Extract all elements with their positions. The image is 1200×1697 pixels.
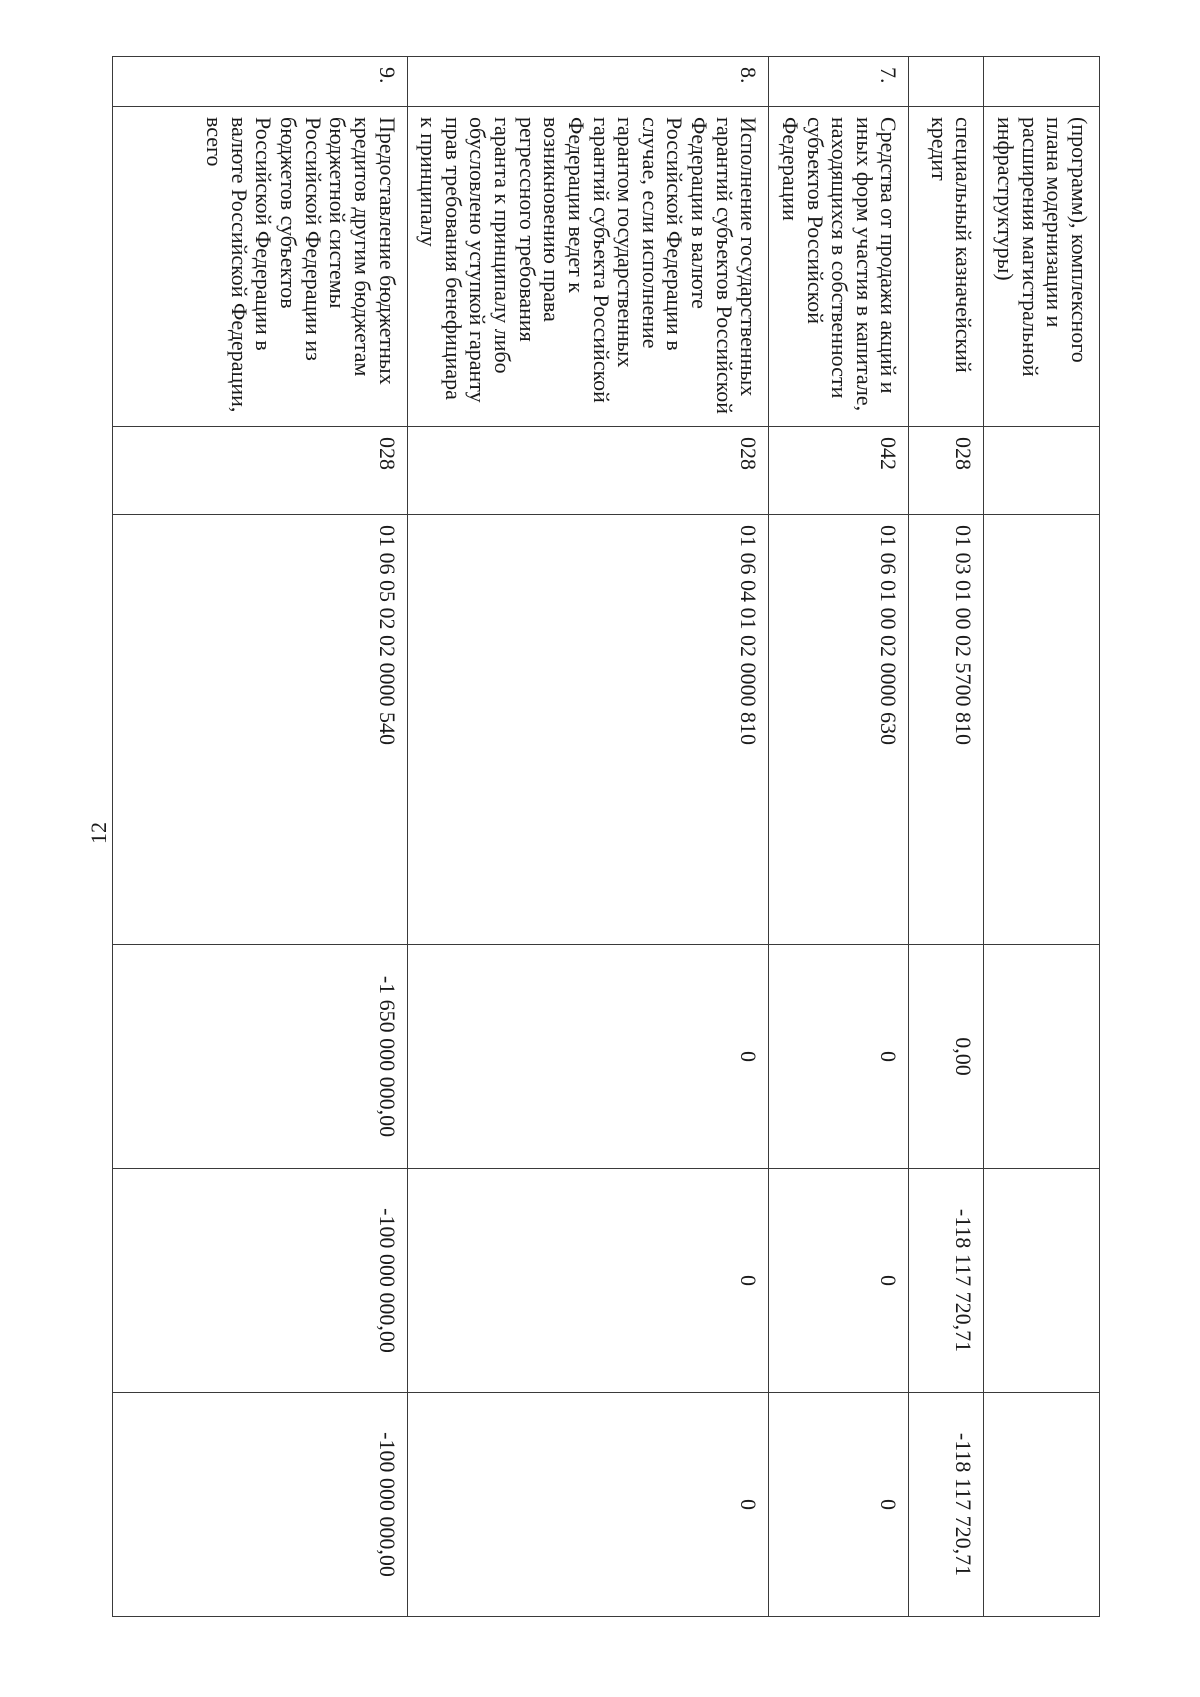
admin-code-cell (984, 427, 1100, 515)
page-number: 12 (86, 822, 111, 844)
value-cell-3: 0 (769, 1393, 909, 1617)
rotated-table-container (140, 56, 1100, 1616)
budget-code-cell: 01 03 01 00 02 5700 810 (909, 515, 984, 945)
row-number-cell (909, 57, 984, 107)
table-row (909, 57, 984, 1617)
value-cell-2: 0 (407, 1169, 769, 1393)
value-cell-2: -100 000 000,00 (112, 1169, 407, 1393)
row-name-cell: Средства от продажи акций и иных форм участия в капитале, находящихся в собственности субъектов Российской Федерации (769, 107, 909, 427)
value-cell-2: -118 117 720,71 (909, 1169, 984, 1393)
budget-code-cell (984, 515, 1100, 945)
table-row (984, 57, 1100, 1617)
row-number-cell: 8. (407, 57, 769, 107)
value-cell-1: 0,00 (909, 945, 984, 1169)
value-cell-1: -1 650 000 000,00 (112, 945, 407, 1169)
budget-code-cell: 01 06 05 02 02 0000 540 (112, 515, 407, 945)
row-number-cell: 7. (769, 57, 909, 107)
budget-code-cell: 01 06 04 01 02 0000 810 (407, 515, 769, 945)
value-cell-1: 0 (769, 945, 909, 1169)
value-cell-3 (984, 1393, 1100, 1617)
value-cell-3: 0 (407, 1393, 769, 1617)
row-name-cell: Предоставление бюджетных кредитов другим бюджетам бюджетной системы Российской Федерации из бюджетов субъектов Российской Федерации в валюте Российской Федерации, всего (112, 107, 407, 427)
table-row (769, 57, 909, 1617)
row-name-cell: (программ), комплексного плана модернизации и расширения магистральной инфраструктуры) (984, 107, 1100, 427)
row-name-cell: Исполнение государственных гарантий субъектов Российской Федерации в валюте Российской Федерации в случае, если исполнение гарантом государственных гарантий субъекта Российской Федерации ведет к возникновению права регрессного требования гаранта к принципалу либо обусловлено уступкой гаранту прав требования бенефициара к принципалу (407, 107, 769, 427)
budget-sources-table (112, 56, 1100, 1617)
admin-code-cell: 028 (407, 427, 769, 515)
table-row (407, 57, 769, 1617)
admin-code-cell: 028 (112, 427, 407, 515)
value-cell-2: 0 (769, 1169, 909, 1393)
row-number-cell (984, 57, 1100, 107)
row-number-cell: 9. (112, 57, 407, 107)
table-row (112, 57, 407, 1617)
value-cell-3: -118 117 720,71 (909, 1393, 984, 1617)
admin-code-cell: 042 (769, 427, 909, 515)
budget-code-cell: 01 06 01 00 02 0000 630 (769, 515, 909, 945)
value-cell-2 (984, 1169, 1100, 1393)
value-cell-1 (984, 945, 1100, 1169)
row-name-cell: специальный казначейский кредит (909, 107, 984, 427)
value-cell-3: -100 000 000,00 (112, 1393, 407, 1617)
value-cell-1: 0 (407, 945, 769, 1169)
admin-code-cell: 028 (909, 427, 984, 515)
